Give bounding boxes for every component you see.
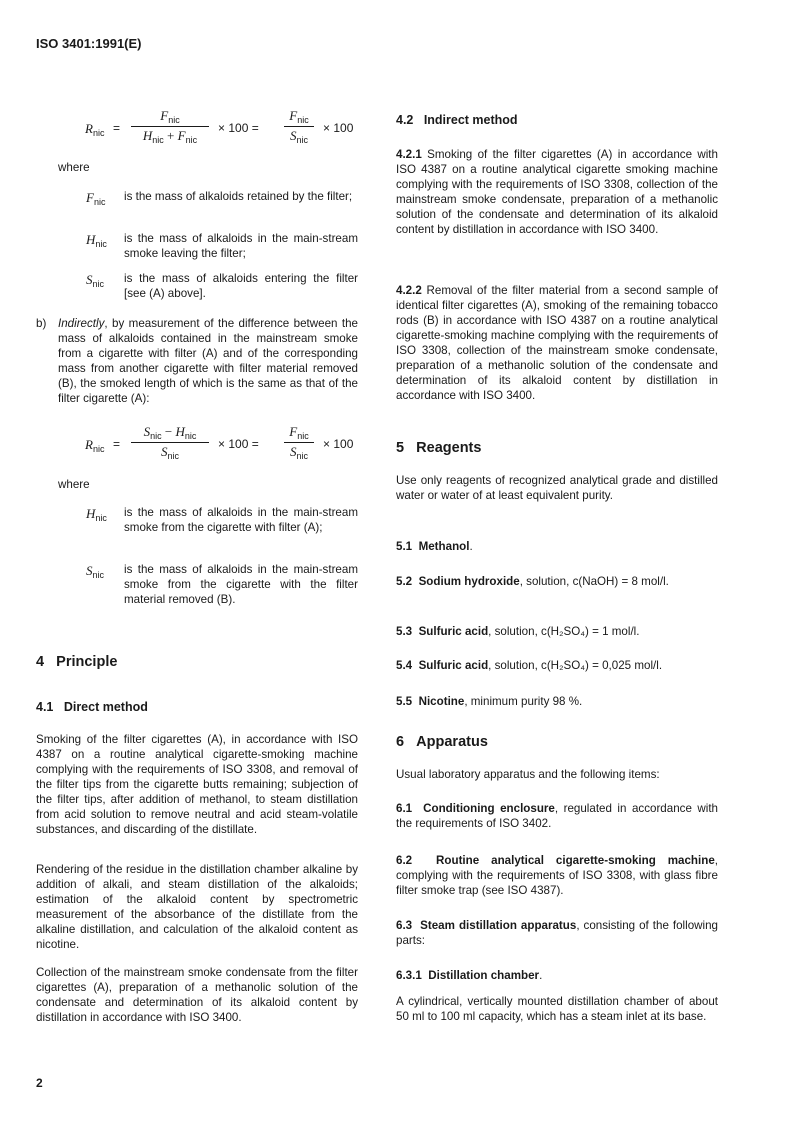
page-number: 2: [36, 1076, 43, 1090]
reagent-item: 5.3 Sulfuric acid, solution, c(H₂SO₄) = 1 mol/l.: [396, 625, 640, 638]
where-label: where: [58, 478, 90, 491]
definition-text: is the mass of alkaloids in the main-stream smoke from the cigarette with the filter material removed (B).: [124, 563, 358, 606]
section-heading: 6 Apparatus: [396, 734, 488, 750]
paragraph: Use only reagents of recognized analytical grade and distilled water or water of at least equivalent purity.: [396, 474, 718, 502]
apparatus-item: 6.3.1 Distillation chamber.: [396, 969, 543, 982]
definition-text: is the mass of alkaloids retained by the filter;: [124, 190, 353, 203]
fraction-2: $F_{nic}$ $S_{nic}$: [284, 424, 314, 461]
definition-symbol: $S_{nic}$: [86, 563, 105, 580]
paragraph: Rendering of the residue in the distillation chamber alkaline by addition of alkali, and steam distillation of the alkaloids; estimation of the alkaloid content by spectrometric measurement of the absorbance of the distillate from the alkaline distillation, and calculation of the alkaloid content as nicotine.: [36, 863, 358, 951]
document-header: ISO 3401:1991(E): [36, 36, 142, 51]
paragraph: Usual laboratory apparatus and the following items:: [396, 768, 660, 781]
section-heading: 5 Reagents: [396, 440, 482, 456]
times-100: × 100: [323, 437, 354, 451]
reagent-item: 5.5 Nicotine, minimum purity 98 %.: [396, 695, 583, 708]
equals-sign: =: [113, 437, 121, 451]
times-100: × 100 =: [218, 437, 259, 451]
definition-symbol: $H_{nic}$: [86, 506, 107, 523]
times-100: × 100: [323, 121, 354, 135]
where-label: where: [58, 161, 90, 174]
fraction-2: $F_{nic}$ $S_{nic}$: [284, 108, 314, 145]
paragraph: Collection of the mainstream smoke condensate from the filter cigarettes (A), preparation of a methanolic solution of the condensate and determination of its alkaloid content by distillation in accordance with ISO 3400.: [36, 966, 358, 1024]
formula-indirect: [36, 424, 358, 468]
paragraph: Smoking of the filter cigarettes (A), in accordance with ISO 4387 on a routine analytical cigarette-smoking machine complying with the requirements of ISO 3308, and removal of the filter tips from the cigarette butts remaining; subjection of the filter tips, after addition of methanol, to steam distillation from acid solution to remove neutral and acid steam-volatile substances, and discarding of the distillate.: [36, 733, 358, 836]
definition-symbol: $F_{nic}$: [86, 190, 106, 207]
subsection-heading: 4.2 Indirect method: [396, 113, 518, 127]
paragraph: A cylindrical, vertically mounted distillation chamber of about 50 ml to 100 ml capacity, which has a steam inlet at its base.: [396, 995, 718, 1023]
apparatus-item: 6.1 Conditioning enclosure, regulated in accordance with the requirements of ISO 3402.: [396, 802, 719, 830]
formula-lhs: $R_{nic}$: [85, 121, 105, 138]
subsection-heading: 4.1 Direct method: [36, 700, 148, 714]
times-100: × 100 =: [218, 121, 259, 135]
formula-lhs: $R_{nic}$: [85, 437, 105, 454]
paragraph-indirectly: Indirectly, by measurement of the difference between the mass of alkaloids contained in the mainstream smoke from a cigarette with filter (A) and of the corresponding mass from another cigarette with filter material removed (B), the smoked length of which is the same as that of the filter cigarette (A):: [58, 317, 358, 405]
reagent-item: 5.1 Methanol.: [396, 540, 473, 553]
definition-text: is the mass of alkaloids in the main-stream smoke from the cigarette with filter (A);: [124, 506, 358, 534]
definition-text: is the mass of alkaloids in the main-stream smoke leaving the filter;: [124, 232, 358, 260]
fraction-1: $F_{nic}$ $H_{nic} + F_{nic}$: [131, 108, 209, 145]
equals-sign: =: [113, 121, 121, 135]
section-heading: 4 Principle: [36, 654, 118, 670]
apparatus-item: 6.3 Steam distillation apparatus, consisting of the following parts:: [396, 919, 719, 947]
list-marker: b): [36, 317, 47, 330]
definition-text: is the mass of alkaloids entering the filter [see (A) above].: [124, 272, 358, 300]
paragraph: 4.2.2 Removal of the filter material from a second sample of identical filter cigarettes (A), smoking of the remaining tobacco rods (B) in accordance with ISO 4387 on a routine analytical cigarette-smoking machine complying with the requirements of ISO 3308, collection of the mainstream smoke condensate, preparation of a methanolic solution of the condensate and determination of its alkaloid content by distillation in accordance with ISO 3400.: [396, 284, 718, 402]
fraction-1: $S_{nic} - H_{nic}$ $S_{nic}$: [131, 424, 209, 461]
definition-symbol: $H_{nic}$: [86, 232, 107, 249]
definition-symbol: $S_{nic}$: [86, 272, 105, 289]
reagent-item: 5.2 Sodium hydroxide, solution, c(NaOH) = 8 mol/l.: [396, 575, 669, 588]
formula-direct: [36, 108, 358, 152]
paragraph: 4.2.1 Smoking of the filter cigarettes (A) in accordance with ISO 4387 on a routine analytical cigarette smoking machine complying with the requirements of ISO 3308, collection of the mainstream smoke condensate, preparation of a methanolic solution of the condensate and determination of its alkaloid content by distillation in accordance with ISO 3400.: [396, 148, 718, 236]
apparatus-item: 6.2 Routine analytical cigarette-smoking machine, complying with the requirements of ISO 3308, with glass fibre filter smoke trap (see ISO 4387).: [396, 854, 718, 897]
reagent-item: 5.4 Sulfuric acid, solution, c(H₂SO₄) = 0,025 mol/l.: [396, 659, 663, 672]
